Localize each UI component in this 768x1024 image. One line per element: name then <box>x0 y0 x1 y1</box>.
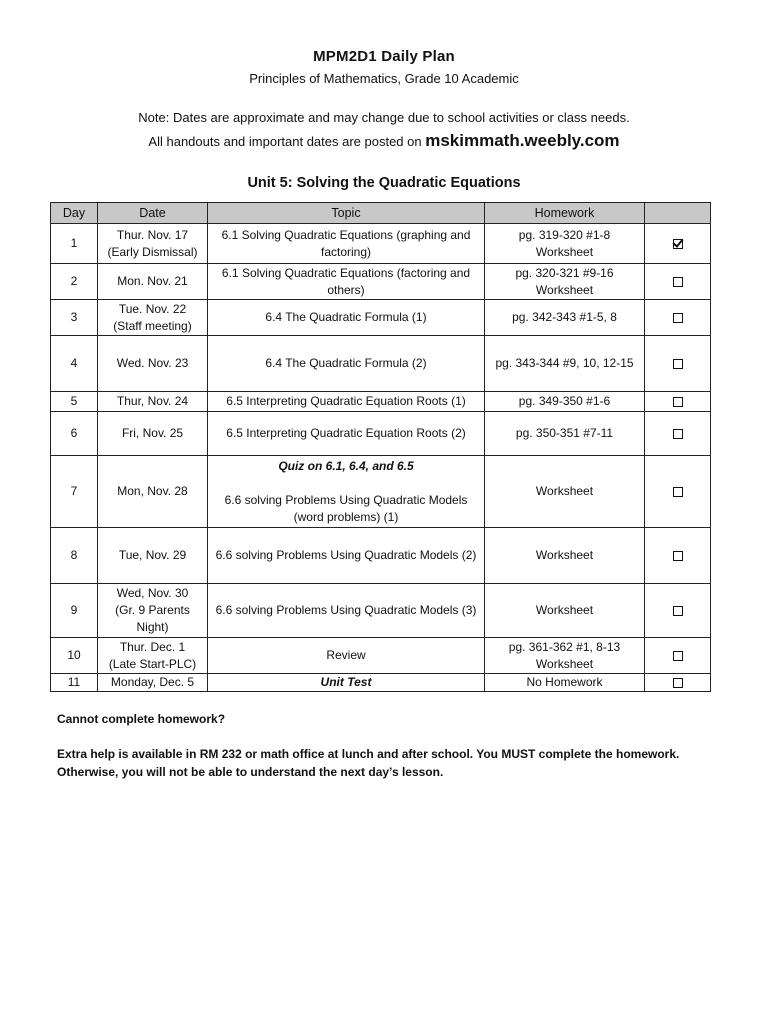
homework-text: pg. 349-350 #1-6 <box>518 394 611 408</box>
date-cell <box>98 638 208 674</box>
topic-cell <box>208 264 485 300</box>
homework-cell <box>485 456 645 528</box>
day-cell: 9 <box>51 584 98 638</box>
checkbox-unchecked[interactable] <box>673 397 683 407</box>
topic-text: 6.4 The Quadratic Formula (1) <box>265 310 427 324</box>
table-row <box>51 584 711 638</box>
checkbox-unchecked[interactable] <box>673 359 683 369</box>
checkbox-unchecked[interactable] <box>673 429 683 439</box>
date-line: Wed. Nov. 23 <box>116 356 189 370</box>
table-header-row <box>51 203 711 224</box>
topic-text: Unit Test <box>320 675 372 689</box>
table-row <box>51 336 711 392</box>
date-line: Mon. Nov. 21 <box>117 274 188 288</box>
homework-text: pg. 342-343 #1-5, 8 <box>512 310 617 324</box>
table-row <box>51 674 711 692</box>
day-cell: 7 <box>51 456 98 528</box>
table-row <box>51 638 711 674</box>
date-line: Mon, Nov. 28 <box>117 484 188 498</box>
checkbox-unchecked[interactable] <box>673 678 683 688</box>
date-line: Tue. Nov. 22 <box>118 301 187 316</box>
topic-cell <box>208 412 485 456</box>
day-cell: 10 <box>51 638 98 674</box>
date-line: Fri, Nov. 25 <box>121 426 184 440</box>
date-note-continued: Night) <box>136 620 169 634</box>
date-cell <box>98 456 208 528</box>
homework-cell <box>485 264 645 300</box>
date-note: (Staff meeting) <box>113 318 192 333</box>
date-cell <box>98 674 208 692</box>
date-cell <box>98 336 208 392</box>
day-cell: 1 <box>51 224 98 264</box>
topic-cell <box>208 392 485 412</box>
topic-text: 6.6 solving Problems Using Quadratic Models (3) <box>215 603 477 617</box>
date-line: Thur. Dec. 1 <box>119 639 186 654</box>
course-subtitle: Principles of Mathematics, Grade 10 Academic <box>249 71 519 86</box>
topic-cell <box>208 300 485 336</box>
homework-cell <box>485 584 645 638</box>
checkbox-cell <box>645 336 711 392</box>
table-row <box>51 264 711 300</box>
checkbox-cell <box>645 638 711 674</box>
column-header-check <box>645 203 711 224</box>
topic-cell <box>208 224 485 264</box>
homework-text: pg. 343-344 #9, 10, 12-15 <box>495 356 634 370</box>
checkbox-cell <box>645 264 711 300</box>
homework-extra: Worksheet <box>535 282 594 297</box>
column-header-topic: Topic <box>208 203 485 224</box>
column-header-day: Day <box>51 203 98 224</box>
topic-cell <box>208 528 485 584</box>
date-cell <box>98 224 208 264</box>
page-title: MPM2D1 Daily Plan <box>313 48 455 65</box>
homework-text: Worksheet <box>535 603 594 617</box>
website-link[interactable]: mskimmath.weebly.com <box>425 131 620 150</box>
checkbox-checked[interactable] <box>673 239 683 249</box>
date-line: Wed, Nov. 30 <box>116 586 189 600</box>
homework-cell <box>485 300 645 336</box>
checkbox-cell <box>645 528 711 584</box>
day-cell: 2 <box>51 264 98 300</box>
checkbox-cell <box>645 412 711 456</box>
day-cell: 11 <box>51 674 98 692</box>
dates-note: Note: Dates are approximate and may change due to school activities or class needs. <box>138 110 630 125</box>
checkbox-unchecked[interactable] <box>673 313 683 323</box>
checkbox-cell <box>645 456 711 528</box>
checkbox-cell <box>645 224 711 264</box>
homework-extra: Worksheet <box>535 656 594 671</box>
date-note: (Late Start-PLC) <box>108 656 197 671</box>
handouts-note <box>0 131 768 151</box>
extra-help-text-continued: Otherwise, you will not be able to understand the next day’s lesson. <box>57 765 444 779</box>
daily-plan-table <box>50 202 711 692</box>
checkbox-cell <box>645 674 711 692</box>
topic-text: 6.6 solving Problems Using Quadratic Models (word problems) (1) <box>224 492 468 524</box>
homework-cell <box>485 392 645 412</box>
homework-text: No Homework <box>526 675 603 689</box>
date-line: Thur. Nov. 17 <box>116 227 189 242</box>
checkbox-unchecked[interactable] <box>673 651 683 661</box>
checkbox-unchecked[interactable] <box>673 551 683 561</box>
topic-cell <box>208 456 485 528</box>
topic-text: 6.5 Interpreting Quadratic Equation Roots (1) <box>226 394 466 408</box>
checkbox-unchecked[interactable] <box>673 277 683 287</box>
date-cell <box>98 584 208 638</box>
day-cell: 8 <box>51 528 98 584</box>
date-note: (Gr. 9 Parents <box>115 603 190 617</box>
topic-text: 6.6 solving Problems Using Quadratic Models (2) <box>215 548 477 562</box>
checkbox-cell <box>645 392 711 412</box>
homework-cell <box>485 674 645 692</box>
homework-cell <box>485 638 645 674</box>
date-cell <box>98 300 208 336</box>
checkbox-unchecked[interactable] <box>673 606 683 616</box>
column-header-homework: Homework <box>485 203 645 224</box>
day-cell: 5 <box>51 392 98 412</box>
homework-cell <box>485 224 645 264</box>
topic-text: 6.1 Solving Quadratic Equations (graphing and factoring) <box>221 227 471 259</box>
topic-text: Review <box>326 648 366 662</box>
homework-text: Worksheet <box>535 484 594 498</box>
day-cell: 6 <box>51 412 98 456</box>
table-row <box>51 392 711 412</box>
topic-text: 6.4 The Quadratic Formula (2) <box>265 356 427 370</box>
homework-text: pg. 320-321 #9-16 <box>515 265 614 280</box>
table-row <box>51 456 711 528</box>
table-row <box>51 300 711 336</box>
topic-cell <box>208 638 485 674</box>
topic-text: 6.1 Solving Quadratic Equations (factoring and others) <box>221 265 471 297</box>
date-line: Monday, Dec. 5 <box>110 675 195 689</box>
homework-cell <box>485 528 645 584</box>
date-cell <box>98 528 208 584</box>
homework-text: pg. 361-362 #1, 8-13 <box>508 639 621 654</box>
homework-cell <box>485 336 645 392</box>
date-cell <box>98 412 208 456</box>
quiz-note: Quiz on 6.1, 6.4, and 6.5 <box>278 458 414 473</box>
homework-text: pg. 319-320 #1-8 <box>518 227 611 242</box>
date-cell <box>98 264 208 300</box>
topic-text: 6.5 Interpreting Quadratic Equation Roots (2) <box>226 426 466 440</box>
homework-extra: Worksheet <box>535 244 594 259</box>
handouts-note-text: All handouts and important dates are posted on <box>148 134 422 149</box>
topic-cell <box>208 336 485 392</box>
checkbox-cell <box>645 584 711 638</box>
homework-cell <box>485 412 645 456</box>
unit-heading: Unit 5: Solving the Quadratic Equations <box>247 175 521 191</box>
date-line: Tue, Nov. 29 <box>118 548 187 562</box>
date-note: (Early Dismissal) <box>107 244 198 259</box>
table-row <box>51 412 711 456</box>
topic-cell <box>208 584 485 638</box>
checkbox-cell <box>645 300 711 336</box>
homework-text: Worksheet <box>535 548 594 562</box>
checkbox-unchecked[interactable] <box>673 487 683 497</box>
table-row <box>51 224 711 264</box>
homework-text: pg. 350-351 #7-11 <box>515 426 614 440</box>
date-cell <box>98 392 208 412</box>
homework-question: Cannot complete homework? <box>57 712 226 726</box>
day-cell: 3 <box>51 300 98 336</box>
day-cell: 4 <box>51 336 98 392</box>
table-row <box>51 528 711 584</box>
extra-help-text: Extra help is available in RM 232 or math office at lunch and after school. You MUST complete the homework. <box>57 747 680 761</box>
date-line: Thur, Nov. 24 <box>116 394 189 408</box>
topic-cell <box>208 674 485 692</box>
column-header-date: Date <box>98 203 208 224</box>
